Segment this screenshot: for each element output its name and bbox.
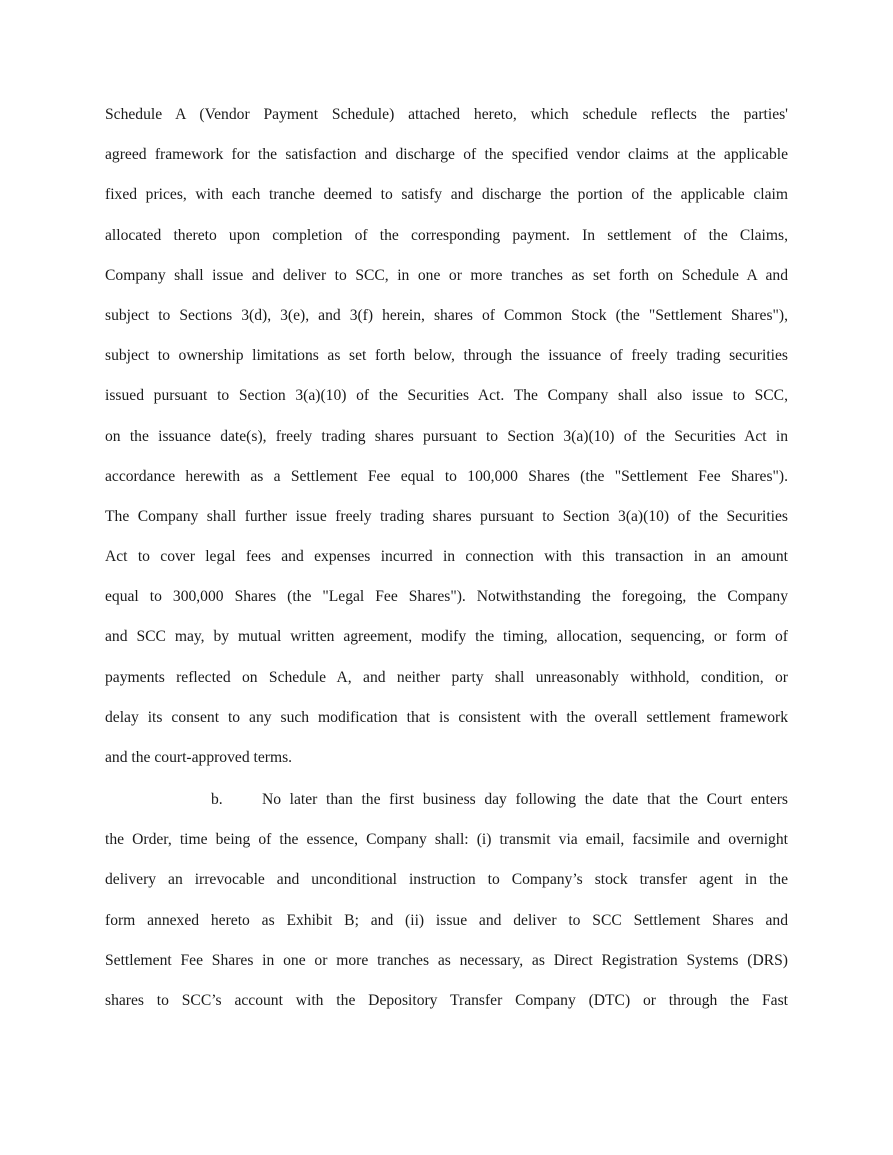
text-line: The Company shall further issue freely trading shares pursuant to Section 3(a)(10) of the Securities bbox=[105, 507, 788, 525]
paragraph-b bbox=[105, 780, 788, 1021]
text-line: issued pursuant to Section 3(a)(10) of the Securities Act. The Company shall also issue to SCC, bbox=[105, 387, 788, 405]
text-line: Company shall issue and deliver to SCC, in one or more tranches as set forth on Schedule A and bbox=[105, 266, 788, 284]
text-line: Settlement Fee Shares in one or more tranches as necessary, as Direct Registration Systems (DRS) bbox=[105, 951, 788, 969]
text-line: fixed prices, with each tranche deemed to satisfy and discharge the portion of the applicable claim bbox=[105, 186, 788, 204]
text-line: equal to 300,000 Shares (the "Legal Fee Shares"). Notwithstanding the foregoing, the Company bbox=[105, 588, 788, 606]
text-line: accordance herewith as a Settlement Fee equal to 100,000 Shares (the "Settlement Fee Shares"). bbox=[105, 467, 788, 485]
text-line: and the court-approved terms. bbox=[105, 749, 293, 766]
text-line: subject to ownership limitations as set forth below, through the issuance of freely trading securities bbox=[105, 347, 788, 365]
text-line: subject to Sections 3(d), 3(e), and 3(f) herein, shares of Common Stock (the "Settlement Shares"), bbox=[105, 306, 788, 324]
text-line: Schedule A (Vendor Payment Schedule) attached hereto, which schedule reflects the parties' bbox=[105, 106, 788, 123]
text-line: agreed framework for the satisfaction and discharge of the specified vendor claims at the applicable bbox=[105, 146, 788, 164]
text-line: payments reflected on Schedule A, and neither party shall unreasonably withhold, condition, or bbox=[105, 668, 788, 686]
paragraph-b-first-line bbox=[105, 780, 788, 820]
paragraph-label: b. bbox=[211, 791, 223, 808]
text-line: delay its consent to any such modification that is consistent with the overall settlement framework bbox=[105, 708, 788, 726]
text-line: delivery an irrevocable and unconditional instruction to Company’s stock transfer agent in the bbox=[105, 871, 788, 889]
text-line: form annexed hereto as Exhibit B; and (ii) issue and deliver to SCC Settlement Shares and bbox=[105, 911, 788, 929]
text-line: No later than the first business day following the date that the Court enters bbox=[262, 791, 788, 808]
text-line: the Order, time being of the essence, Company shall: (i) transmit via email, facsimile and overnight bbox=[105, 831, 788, 849]
text-line: shares to SCC’s account with the Depository Transfer Company (DTC) or through the Fast bbox=[105, 991, 788, 1009]
paragraph-a-continued bbox=[105, 95, 788, 778]
text-line: Act to cover legal fees and expenses incurred in connection with this transaction in an amount bbox=[105, 548, 788, 566]
text-line: and SCC may, by mutual written agreement, modify the timing, allocation, sequencing, or form of bbox=[105, 628, 788, 646]
text-line: allocated thereto upon completion of the corresponding payment. In settlement of the Claims, bbox=[105, 226, 788, 244]
text-line: on the issuance date(s), freely trading shares pursuant to Section 3(a)(10) of the Securities Act in bbox=[105, 427, 788, 445]
